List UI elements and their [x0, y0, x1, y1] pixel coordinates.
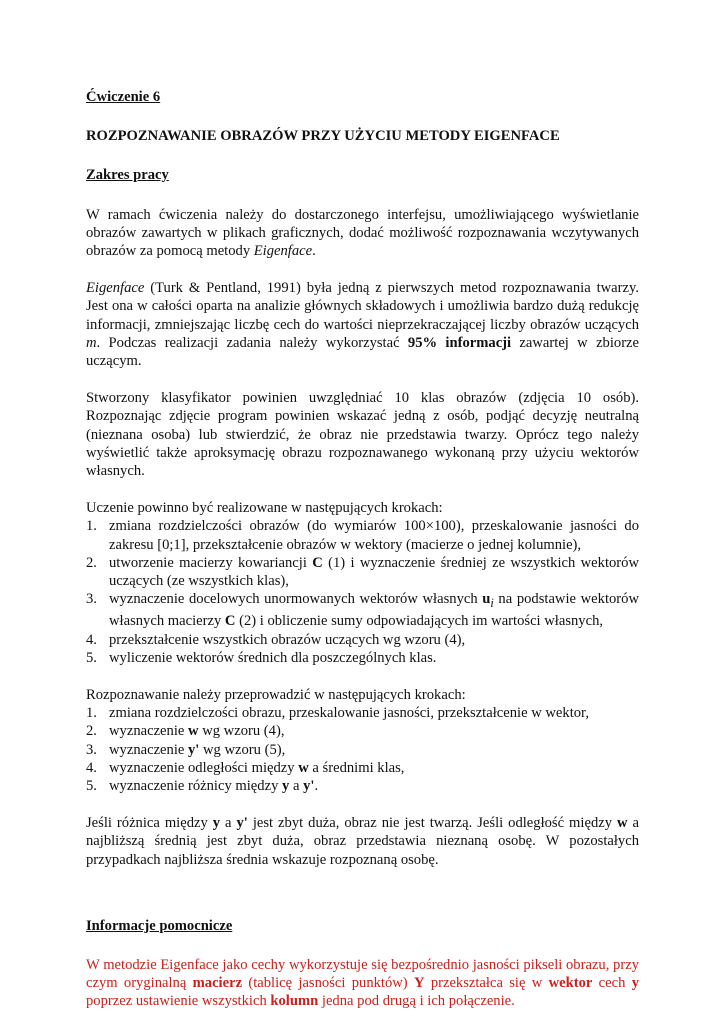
- list-item: 4. wyznaczenie odległości między w a średnimi klas,: [86, 759, 405, 776]
- learning-steps-list: [86, 517, 639, 667]
- paragraph-intro: W ramach ćwiczenia należy do dostarczonego interfejsu, umożliwiającego wyświetlanie obrazów zawartych w plikach graficznych, dodać możliwość rozpoznawania wczytywanych obrazów za pomocą metody Eigenface.: [86, 206, 639, 260]
- paragraph-help-red: W metodzie Eigenface jako cechy wykorzystuje się bezpośrednio jasności pikseli obrazu, przy czym oryginalną macierz (tablicę jasności punktów) Y przekształca się w wektor cech y poprzez ustawienie wszystkich kolumn jedna pod drugą i ich połączenie.: [86, 957, 640, 1010]
- recognition-steps-intro: Rozpoznawanie należy przeprowadzić w następujących krokach:: [86, 686, 466, 703]
- list-item: 1. zmiana rozdzielczości obrazów (do wymiarów 100×100), przeskalowanie jasności do zakresu [0;1], przekształcenie obrazów w wektory (macierze o jednej kolumnie),: [86, 518, 639, 553]
- paragraph-eigenface: Eigenface (Turk & Pentland, 1991) była jedną z pierwszych metod rozpoznawania twarzy. Jest ona w całości oparta na analizie głównych składowych i umożliwia bardzo dużą redukcję informacji, zmniejszając liczbę cech do wartości nieprzekraczającej liczby obrazów uczących m. Podczas realizacji zadania należy wykorzystać 95% informacji zawartej w zbiorze uczącym.: [86, 280, 640, 370]
- paragraph-decision: Jeśli różnica między y a y' jest zbyt duża, obraz nie jest twarzą. Jeśli odległość między w a najbliższą średnią jest zbyt duża, obraz przedstawia nieznaną osobę. W pozostałych przypadkach najbliższa średnia wskazuje rozpoznaną osobę.: [86, 815, 639, 868]
- list-item: 5. wyznaczenie różnicy między y a y'.: [86, 778, 319, 794]
- section-heading-help: Informacje pomocnicze: [86, 917, 233, 934]
- document-title: ROZPOZNAWANIE OBRAZÓW PRZY UŻYCIU METODY EIGENFACE: [86, 128, 560, 145]
- paragraph-classifier: Stworzony klasyfikator powinien uwzględniać 10 klas obrazów (zdjęcia 10 osób). Rozpoznając zdjęcie program powinien wskazać jedną z osób, podjąć decyzję neutralną (nieznana osoba) lub stwierdzić, że obraz nie przedstawia twarzy. Oprócz tego należy wyświetlić także aproksymację obrazu rozpoznawanego wykonaną przy użyciu wektorów własnych.: [86, 390, 639, 480]
- recognition-steps-list: [86, 704, 639, 795]
- list-item: 2. utworzenie macierzy kowariancji C (1) i wyznaczenie średniej ze wszystkich wektorów uczących (ze wszystkich klas),: [86, 554, 639, 590]
- section-heading-scope: Zakres pracy: [86, 167, 169, 184]
- list-item: 5. wyliczenie wektorów średnich dla poszczególnych klas.: [86, 649, 437, 666]
- list-item: 3. wyznaczenie y' wg wzoru (5),: [86, 741, 286, 758]
- list-item: 4. przekształcenie wszystkich obrazów uczących wg wzoru (4),: [86, 631, 466, 648]
- list-item: 2. wyznaczenie w wg wzoru (4),: [86, 723, 285, 740]
- list-item: 3. wyznaczenie docelowych unormowanych wektorów własnych $u_i$ na podstawie wektorów własnych macierzy C (2) i obliczenie sumy odpowiadających im wartości własnych,: [86, 591, 639, 630]
- list-item: 1. zmiana rozdzielczości obrazu, przeskalowanie jasności, przekształcenie w wektor,: [86, 705, 589, 722]
- learning-steps-intro: Uczenie powinno być realizowane w następujących krokach:: [86, 500, 443, 517]
- exercise-heading: Ćwiczenie 6: [86, 89, 161, 105]
